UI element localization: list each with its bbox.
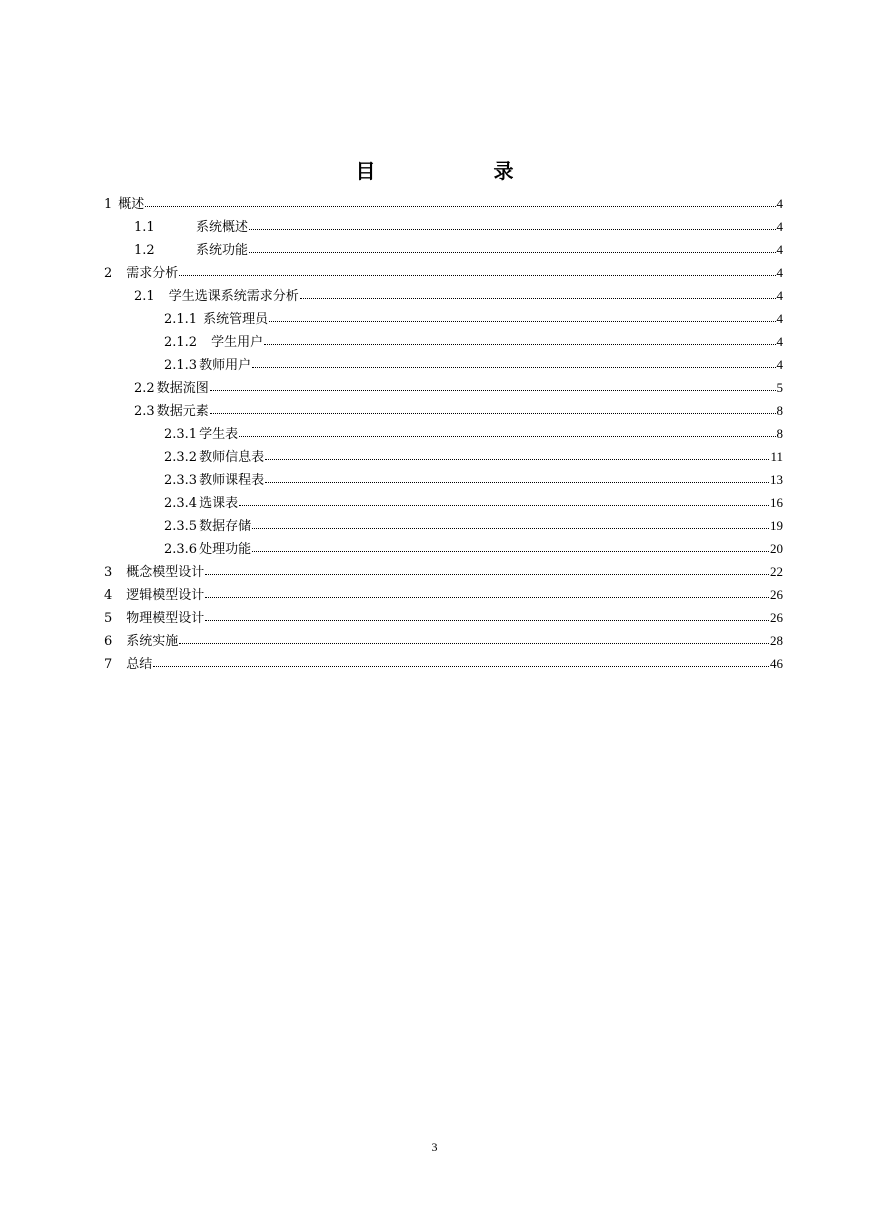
toc-entry-page: 4 (776, 196, 783, 211)
toc-entry-number: 2.3.2 (164, 450, 198, 465)
toc-entry-number: 2.3.5 (164, 519, 198, 534)
toc-entry[interactable] (104, 630, 783, 652)
toc-leader-dots (249, 251, 775, 253)
toc-entry-page: 4 (776, 311, 783, 326)
toc-entry-label: 选课表 (199, 496, 239, 511)
toc-entry[interactable] (104, 653, 783, 675)
toc-entry-number: 2.1.3 (164, 358, 198, 373)
toc-leader-dots (210, 389, 776, 391)
toc-entry-label: 学生用户 (211, 335, 264, 350)
toc-entry-number: 3 (104, 565, 113, 580)
toc-entry-number: 2.3 (134, 404, 155, 419)
toc-entry-label: 数据元素 (156, 404, 209, 419)
toc-entry-label: 物理模型设计 (126, 611, 205, 626)
toc-entry[interactable] (104, 193, 783, 215)
toc-entry-page: 5 (776, 380, 783, 395)
toc-leader-dots (205, 596, 769, 598)
toc-leader-dots (252, 550, 769, 552)
toc-entry-page: 4 (776, 265, 783, 280)
toc-entry-page: 13 (770, 472, 783, 487)
toc-entry-label: 学生表 (199, 427, 239, 442)
toc-entry-number: 1.1 (134, 220, 155, 235)
toc-entry-number: 2.3.3 (164, 473, 198, 488)
toc-leader-dots (239, 435, 775, 437)
toc-entry-page: 4 (776, 288, 783, 303)
toc-leader-dots (145, 205, 775, 207)
toc-entry[interactable] (164, 308, 783, 330)
toc-entry-page: 46 (770, 656, 783, 671)
toc-entry-page: 4 (776, 219, 783, 234)
toc-entry[interactable] (164, 469, 783, 491)
toc-entry[interactable] (134, 216, 783, 238)
toc-entry[interactable] (164, 446, 783, 468)
toc-entry[interactable] (134, 377, 783, 399)
toc-leader-dots (265, 481, 769, 483)
toc-entry-number: 5 (104, 611, 113, 626)
toc-entry-label: 教师用户 (199, 358, 252, 373)
toc-entry-page: 8 (776, 426, 783, 441)
toc-entry-page: 26 (770, 587, 783, 602)
toc-leader-dots (252, 366, 775, 368)
toc-entry-label: 概念模型设计 (126, 565, 205, 580)
toc-entry-number: 6 (104, 634, 113, 649)
toc-leader-dots (205, 573, 769, 575)
toc-leader-dots (252, 527, 769, 529)
toc-leader-dots (264, 343, 775, 345)
toc-leader-dots (153, 665, 769, 667)
toc-entry-label: 系统功能 (196, 243, 249, 258)
toc-entry-page: 4 (776, 334, 783, 349)
toc-entry[interactable] (134, 400, 783, 422)
toc-entry[interactable] (164, 515, 783, 537)
toc-entry[interactable] (164, 492, 783, 514)
toc-leader-dots (249, 228, 775, 230)
toc-entry-page: 11 (770, 449, 783, 464)
toc-entry-number: 2.3.6 (164, 542, 198, 557)
toc-entry[interactable] (164, 538, 783, 560)
toc-leader-dots (179, 274, 775, 276)
toc-entry-number: 4 (104, 588, 113, 603)
toc-entry-label: 需求分析 (126, 266, 179, 281)
toc-entry[interactable] (164, 354, 783, 376)
toc-entry-number: 7 (104, 657, 113, 672)
toc-leader-dots (210, 412, 776, 414)
toc-entry-page: 8 (776, 403, 783, 418)
toc-entry-label: 概述 (118, 197, 145, 212)
toc-entry-page: 20 (770, 541, 783, 556)
toc-entry-number: 2.1 (134, 289, 155, 304)
toc-leader-dots (179, 642, 769, 644)
toc-entry[interactable] (104, 561, 783, 583)
toc-entry[interactable] (164, 423, 783, 445)
toc-entry-page: 4 (776, 357, 783, 372)
toc-entry[interactable] (104, 262, 783, 284)
toc-title: 目 录 (355, 159, 540, 183)
toc-entry[interactable] (104, 607, 783, 629)
toc-entry-label: 教师课程表 (199, 473, 265, 488)
toc-entry-label: 系统概述 (196, 220, 249, 235)
toc-entry-number: 2.3.4 (164, 496, 198, 511)
toc-entry-number: 2 (104, 266, 113, 281)
toc-entry-number: 2.3.1 (164, 427, 198, 442)
toc-entry[interactable] (164, 331, 783, 353)
toc-entry-label: 处理功能 (199, 542, 252, 557)
toc-entry-label: 逻辑模型设计 (126, 588, 205, 603)
toc-entry-label: 学生选课系统需求分析 (168, 289, 299, 304)
toc-entry-page: 26 (770, 610, 783, 625)
toc-entry[interactable] (104, 584, 783, 606)
toc-leader-dots (265, 458, 769, 460)
toc-entry-number: 2.2 (134, 381, 155, 396)
toc-entry-label: 数据存储 (199, 519, 252, 534)
toc-leader-dots (300, 297, 776, 299)
toc-entry-label: 教师信息表 (199, 450, 265, 465)
toc-entry-page: 22 (770, 564, 783, 579)
toc-entry-page: 19 (770, 518, 783, 533)
toc-entry-page: 28 (770, 633, 783, 648)
toc-entry-label: 系统实施 (126, 634, 179, 649)
toc-entry[interactable] (134, 239, 783, 261)
toc-entry-number: 2.1.1 (164, 312, 198, 327)
toc-entry-label: 系统管理员 (203, 312, 269, 327)
toc-entry[interactable] (134, 285, 783, 307)
toc-entry-label: 总结 (126, 657, 153, 672)
toc-entry-number: 2.1.2 (164, 335, 198, 350)
toc-leader-dots (239, 504, 769, 506)
toc-entry-number: 1 (104, 197, 113, 212)
toc-leader-dots (205, 619, 769, 621)
toc-entry-page: 4 (776, 242, 783, 257)
toc-entry-page: 16 (770, 495, 783, 510)
toc-entry-label: 数据流图 (156, 381, 209, 396)
toc-entry-number: 1.2 (134, 243, 155, 258)
page-number: 3 (431, 1140, 438, 1154)
toc-leader-dots (269, 320, 775, 322)
